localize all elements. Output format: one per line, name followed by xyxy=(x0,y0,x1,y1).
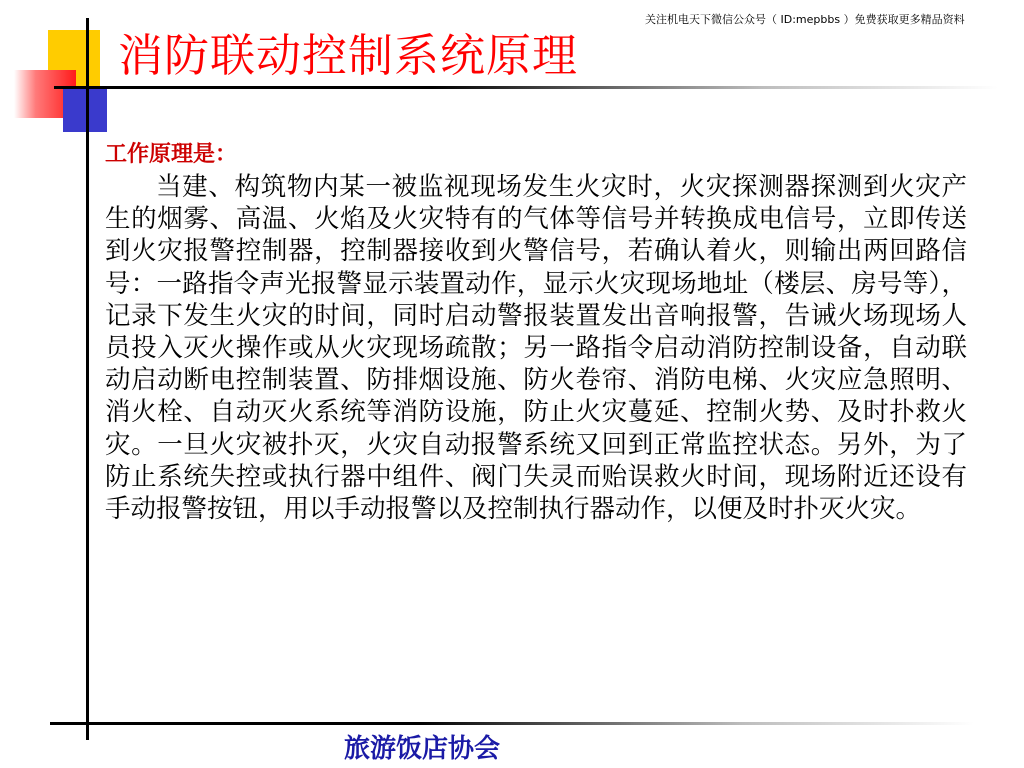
body-paragraph: 当建、构筑物内某一被监视现场发生火灾时，火灾探测器探测到火灾产生的烟雾、高温、火焰及火灾特有的气体等信号并转换成电信号，立即传送到火灾报警控制器，控制器接收到火警信号，若确认着火，则输出两回路信号：一路指令声光报警显示装置动作，显示火灾现场地址（楼层、房号等），记录下发生火灾的时间，同时启动警报装置发出音响报警，告诫火场现场人员投入灭火操作或从火灾现场疏散；另一路指令启动消防控制设备，自动联动启动断电控制装置、防排烟设施、防火卷帘、消防电梯、火灾应急照明、消火栓、自动灭火系统等消防设施，防止火灾蔓延、控制火势、及时扑救火灾。一旦火灾被扑灭，火灾自动报警系统又回到正常监控状态。另外，为了防止系统失控或执行器中组件、阀门失灵而贻误救火时间，现场附近还设有手动报警按钮，用以手动报警以及控制执行器动作，以便及时扑灭火灾。 xyxy=(105,172,967,525)
slide-title: 消防联动控制系统原理 xyxy=(118,29,579,82)
section-heading: 工作原理是： xyxy=(105,142,238,167)
decor-footer-rule xyxy=(50,722,974,725)
watermark-text: 关注机电天下微信公众号（ ID:mepbbs ）免费获取更多精品资料 xyxy=(645,13,965,26)
footer-organization: 旅游饭店协会 xyxy=(344,734,501,764)
decor-title-underline xyxy=(54,86,998,89)
decor-vertical-rule xyxy=(86,18,89,740)
decor-blue-square xyxy=(63,88,107,132)
